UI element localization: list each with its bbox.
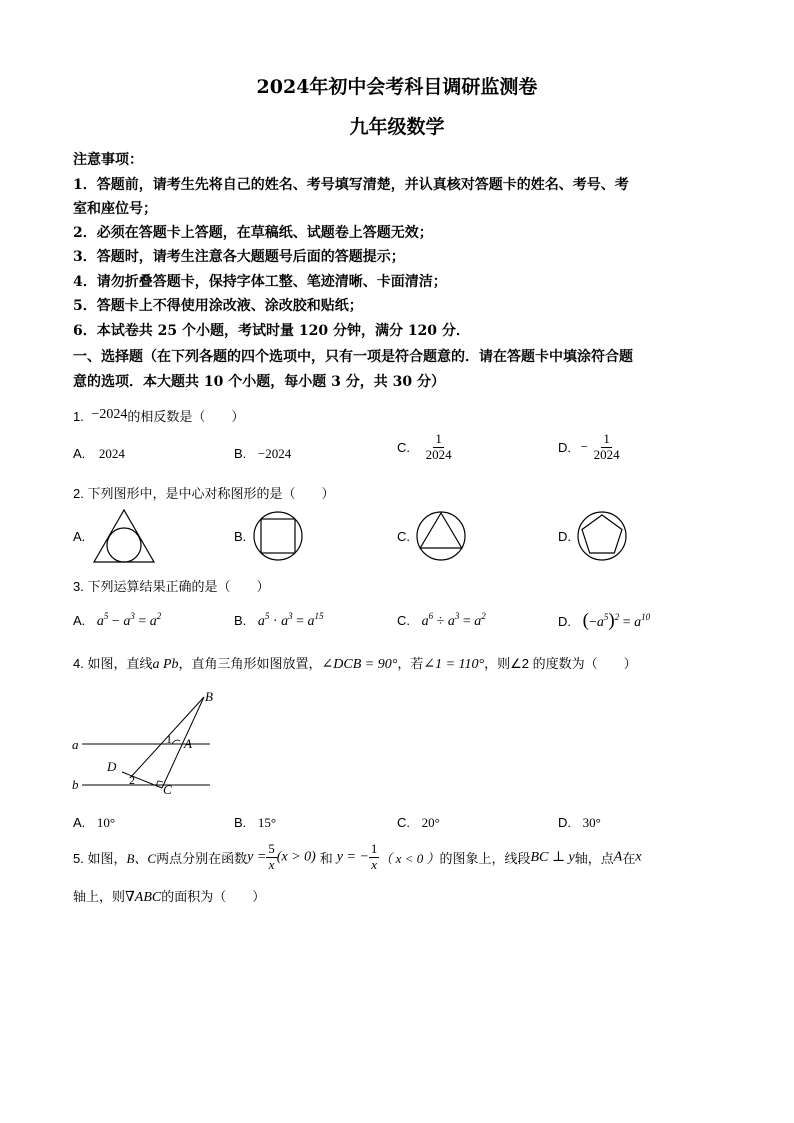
- triangle-in-circle-figure: [415, 510, 467, 562]
- notice-item: 4．请勿折叠答题卡，保持字体工整、笔迹清晰、卡面清洁；: [73, 274, 447, 290]
- point-d-label: D: [107, 759, 117, 774]
- option-expression: $(-a^5)^2 = a^{10}$: [582, 610, 651, 631]
- angle-2-label: 2: [129, 773, 135, 787]
- notice-item: 1．答题前，请考生先将自己的姓名、考号填写清楚，并认真核对答题卡的姓名、考号、考: [73, 177, 629, 193]
- option-d[interactable]: D. 30°: [558, 815, 601, 830]
- option-b[interactable]: [234, 446, 291, 462]
- option-c[interactable]: C. $a^6 \div a^3 = a^2$: [397, 611, 486, 629]
- fraction: $\frac{1}{2024}$: [425, 431, 452, 462]
- page-title: 2024年初中会考科目调研监测卷: [256, 76, 538, 98]
- option-c-label[interactable]: C.: [397, 529, 410, 544]
- point-b-label: B: [205, 689, 213, 704]
- section-heading: 一、选择题（在下列各题的四个选项中，只有一项是符合题意的．请在答题卡中填涂符合题: [73, 349, 633, 365]
- line-b-label: b: [72, 777, 79, 792]
- pentagon-in-circle-figure: [576, 510, 628, 562]
- fraction: $\frac{1}{2024}$: [593, 431, 620, 462]
- question-number: 1.: [73, 409, 84, 424]
- parallel-lines-triangle-figure: [72, 688, 222, 800]
- option-value: −2024: [257, 446, 292, 461]
- question-1: [73, 406, 244, 425]
- option-b[interactable]: B. 15°: [234, 815, 277, 830]
- question-5-line2: 轴上，则∇ABC的面积为（ ）: [73, 889, 266, 905]
- point-a-label: A: [184, 736, 192, 751]
- option-expression: $a^6 \div a^3 = a^2$: [421, 611, 486, 629]
- question-text: 的相反数是（ ）: [127, 409, 245, 424]
- notice-heading: 注意事项：: [73, 152, 143, 168]
- notice-item: 3．答题时，请考生注意各大题题号后面的答题提示；: [73, 249, 405, 265]
- option-d-label[interactable]: D.: [558, 529, 571, 544]
- question-4: 4. 如图，直线a Pb，直角三角形如图放置，∠DCB = 90°，若∠1 = 110°，则∠2 的度数为（ ）: [73, 656, 637, 672]
- notice-item: 室和座位号；: [73, 201, 157, 217]
- point-c-label: C: [163, 782, 172, 797]
- question-3: 3. 下列运算结果正确的是（ ）: [73, 579, 270, 594]
- option-d[interactable]: D. $(-a^5)^2 = a^{10}$: [558, 610, 651, 631]
- section-heading: 意的选项．本大题共 10 个小题，每小题 3 分，共 30 分）: [73, 374, 445, 390]
- line-a-label: a: [72, 737, 79, 752]
- fraction: $\frac{5}{x}$: [268, 841, 275, 872]
- question-5: 5. 如图，B、C两点分别在函数y = $\frac{5}{x}$ (x > 0) 和 y = − $\frac{1}{x}$ （ x < 0 ）的图象上，线段BC ⊥ y轴，点A在x: [73, 841, 642, 872]
- option-b[interactable]: B. $a^5 \cdot a^3 = a^{15}$: [234, 611, 324, 629]
- angle-1-label: 1: [166, 732, 172, 746]
- option-label: B.: [234, 446, 247, 461]
- option-a[interactable]: A. $a^5 - a^3 = a^2$: [73, 611, 162, 629]
- square-in-circle-figure: [252, 510, 304, 562]
- triangle-incircle-figure: [92, 508, 156, 564]
- notice-item: 2．必须在答题卡上答题，在草稿纸、试题卷上答题无效；: [73, 225, 433, 241]
- option-a[interactable]: [73, 446, 125, 462]
- question-expr: −2024: [91, 407, 128, 422]
- notice-item: 5．答题卡上不得使用涂改液、涂改胶和贴纸；: [73, 298, 363, 314]
- option-a-label[interactable]: A.: [73, 529, 86, 544]
- option-b-label[interactable]: B.: [234, 529, 247, 544]
- page-subtitle: 九年级数学: [349, 116, 445, 138]
- option-expression: $a^5 - a^3 = a^2$: [96, 611, 162, 629]
- option-label: D.: [558, 439, 571, 455]
- option-value: 2024: [98, 446, 125, 461]
- option-expression: $a^5 \cdot a^3 = a^{15}$: [257, 611, 324, 629]
- option-a[interactable]: A. 10°: [73, 815, 116, 830]
- option-c[interactable]: [397, 432, 454, 463]
- notice-item: 6．本试卷共 25 个小题，考试时量 120 分钟，满分 120 分．: [73, 323, 470, 339]
- fraction: $\frac{1}{x}$: [370, 841, 378, 872]
- question-2: 2. 下列图形中，是中心对称图形的是（ ）: [73, 486, 335, 501]
- option-d[interactable]: D. − $\frac{1}{2024}$: [558, 431, 620, 462]
- option-c[interactable]: C. 20°: [397, 815, 440, 830]
- option-label: C.: [397, 439, 410, 455]
- option-label: A.: [73, 446, 86, 461]
